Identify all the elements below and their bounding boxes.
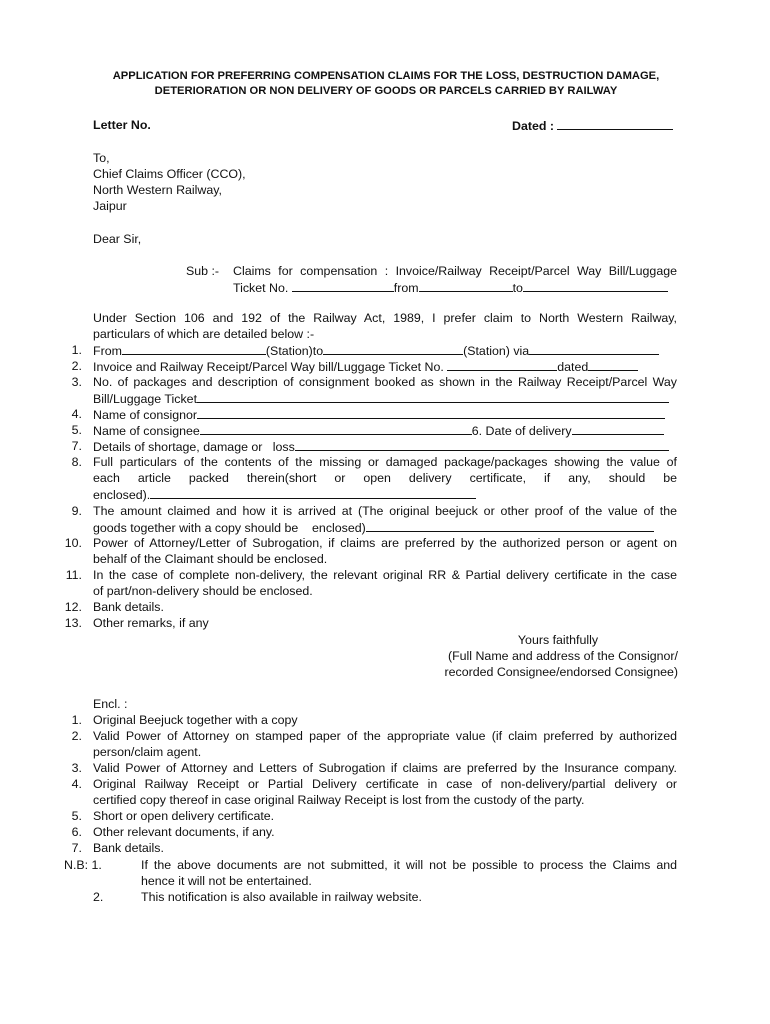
enclosures-label: Encl. : bbox=[93, 697, 128, 711]
item-10-line-1: Power of Attorney/Letter of Subrogation, if claims are preferred by the authorized person or agent on bbox=[93, 536, 677, 550]
from-blank[interactable] bbox=[419, 279, 513, 292]
address-line-1: Chief Claims Officer (CCO), bbox=[93, 167, 246, 181]
amount-claimed-blank[interactable] bbox=[366, 519, 654, 532]
item-1-number: 1. bbox=[71, 343, 82, 357]
letter-number-label: Letter No. bbox=[93, 118, 151, 132]
encl-1-number: 1. bbox=[71, 713, 82, 727]
item-1-from: From bbox=[93, 344, 122, 358]
item-7-row bbox=[93, 438, 669, 455]
encl-4-number: 4. bbox=[71, 777, 82, 791]
item-1-station-to: (Station)to bbox=[265, 344, 324, 358]
other-remarks-label: Other remarks, if any bbox=[93, 616, 209, 630]
encl-4-line-1: Original Railway Receipt or Partial Delivery certificate in case of non-delivery/partial delivery or bbox=[93, 777, 677, 791]
nb-2-text: This notification is also available in railway website. bbox=[141, 890, 422, 904]
item-10-number: 10. bbox=[64, 536, 82, 550]
shortage-label: Details of shortage, damage or loss bbox=[93, 440, 295, 454]
item-1-row bbox=[93, 342, 659, 359]
item-5-row bbox=[93, 422, 664, 439]
consignor-label: Name of consignor bbox=[93, 408, 197, 422]
consignor-blank[interactable] bbox=[197, 406, 665, 419]
intro-line-2: particulars of which are detailed below :- bbox=[93, 327, 315, 341]
item-3-number: 3. bbox=[71, 375, 82, 389]
to-label: to bbox=[512, 281, 523, 295]
item-4-number: 4. bbox=[71, 407, 82, 421]
dated-field bbox=[512, 117, 673, 134]
delivery-date-label: 6. Date of delivery bbox=[471, 424, 572, 438]
ticket-label: Ticket No. bbox=[233, 281, 289, 295]
item-9-line-2 bbox=[93, 519, 654, 536]
nb-1-line-1: If the above documents are not submitted, it will not be possible to process the Claims and bbox=[141, 858, 677, 872]
item-11-line-1: In the case of complete non-delivery, the relevant original RR & Partial delivery certificate in the case bbox=[93, 568, 677, 582]
item-4-row bbox=[93, 406, 665, 423]
item-2-text: Invoice and Railway Receipt/Parcel Way bill/Luggage Ticket No. bbox=[93, 360, 444, 374]
encl-7-number: 7. bbox=[71, 841, 82, 855]
encl-5-number: 5. bbox=[71, 809, 82, 823]
contents-particulars-blank[interactable] bbox=[150, 486, 476, 499]
item-7-number: 7. bbox=[71, 439, 82, 453]
to-blank[interactable] bbox=[523, 279, 668, 292]
bank-details-label: Bank details. bbox=[93, 600, 164, 614]
item-12-number: 12. bbox=[64, 600, 82, 614]
item-2-number: 2. bbox=[71, 359, 82, 373]
receipt-number-blank[interactable] bbox=[447, 358, 557, 371]
to-station-blank[interactable] bbox=[323, 342, 463, 355]
encl-3-text: Valid Power of Attorney and Letters of Subrogation if claims are preferred by the Insurance company. bbox=[93, 761, 677, 775]
signature-line-3: recorded Consignee/endorsed Consignee) bbox=[444, 665, 678, 679]
dated-label: Dated : bbox=[512, 119, 554, 133]
via-blank[interactable] bbox=[529, 342, 659, 355]
yours-faithfully: Yours faithfully bbox=[517, 633, 599, 647]
item-5-number: 5. bbox=[71, 423, 82, 437]
encl-6-text: Other relevant documents, if any. bbox=[93, 825, 275, 839]
consignee-label: Name of consignee bbox=[93, 424, 200, 438]
delivery-date-blank[interactable] bbox=[572, 422, 664, 435]
signature-line-2: (Full Name and address of the Consignor/ bbox=[447, 649, 678, 663]
address-line-2: North Western Railway, bbox=[93, 183, 222, 197]
item-8-line-1: Full particulars of the contents of the missing or damaged package/packages showing the value of bbox=[93, 455, 677, 469]
item-9-number: 9. bbox=[71, 504, 82, 518]
encl-5-text: Short or open delivery certificate. bbox=[93, 809, 275, 823]
nb-2-number: 2. bbox=[93, 890, 104, 904]
nb-label: N.B: 1. bbox=[64, 858, 102, 872]
item-11-number: 11. bbox=[65, 568, 82, 582]
package-description-blank[interactable] bbox=[197, 390, 669, 403]
form-title bbox=[80, 69, 692, 99]
ticket-number-blank[interactable] bbox=[292, 279, 394, 292]
subject-line-1: Claims for compensation : Invoice/Railway Receipt/Parcel Way Bill/Luggage bbox=[233, 264, 677, 278]
salutation: Dear Sir, bbox=[93, 232, 142, 246]
encl-6-number: 6. bbox=[71, 825, 82, 839]
title-line-2: DETERIORATION OR NON DELIVERY OF GOODS OR PARCELS CARRIED BY RAILWAY bbox=[154, 85, 618, 97]
subject-label: Sub :- bbox=[186, 264, 220, 278]
receipt-date-blank[interactable] bbox=[588, 358, 638, 371]
address-to: To, bbox=[93, 151, 110, 165]
dated-blank[interactable] bbox=[557, 117, 673, 130]
consignee-blank[interactable] bbox=[200, 422, 472, 435]
signature-block bbox=[428, 632, 678, 680]
from-station-blank[interactable] bbox=[122, 342, 266, 355]
item-9-enclosed: goods together with a copy should be enclosed) bbox=[93, 521, 366, 535]
item-8-enclosed: enclosed). bbox=[93, 488, 151, 502]
title-line-1: APPLICATION FOR PREFERRING COMPENSATION CLAIMS FOR THE LOSS, DESTRUCTION DAMAGE, bbox=[112, 70, 660, 82]
subject-line-2 bbox=[233, 279, 668, 296]
item-10-line-2: behalf of the Claimant should be enclosed. bbox=[93, 552, 328, 566]
item-8-line-2: each article packed therein(short or open delivery certificate, if any, should be bbox=[93, 471, 677, 485]
item-9-line-1: The amount claimed and how it is arrived at (The original beejuck or other proof of the value of the bbox=[93, 504, 677, 518]
item-3-line-2 bbox=[93, 390, 669, 407]
from-label: from bbox=[393, 281, 419, 295]
item-1-station-via: (Station) via bbox=[463, 344, 530, 358]
encl-2-line-1: Valid Power of Attorney on stamped paper of the appropriate value (if claim preferred by authorized bbox=[93, 729, 677, 743]
item-11-line-2: of part/non-delivery should be enclosed. bbox=[93, 584, 313, 598]
shortage-blank[interactable] bbox=[295, 438, 669, 451]
item-8-line-3 bbox=[93, 486, 476, 503]
item-3-ticket-label: Bill/Luggage Ticket bbox=[93, 392, 198, 406]
nb-1-line-2: hence it will not be entertained. bbox=[141, 874, 312, 888]
item-3-line-1: No. of packages and description of consignment booked as shown in the Railway Receipt/Parcel Way bbox=[93, 375, 677, 389]
encl-4-line-2: certified copy thereof in case original Railway Receipt is lost from the custody of the party. bbox=[93, 793, 585, 807]
item-13-number: 13. bbox=[64, 616, 82, 630]
item-8-number: 8. bbox=[71, 455, 82, 469]
encl-7-text: Bank details. bbox=[93, 841, 164, 855]
encl-1-text: Original Beejuck together with a copy bbox=[93, 713, 298, 727]
item-2-row bbox=[93, 358, 638, 375]
item-2-dated: dated bbox=[557, 360, 589, 374]
encl-2-line-2: person/claim agent. bbox=[93, 745, 202, 759]
intro-line-1: Under Section 106 and 192 of the Railway Act, 1989, I prefer claim to North Western Railway, bbox=[93, 311, 677, 325]
address-line-3: Jaipur bbox=[93, 199, 127, 213]
encl-2-number: 2. bbox=[71, 729, 82, 743]
encl-3-number: 3. bbox=[71, 761, 82, 775]
